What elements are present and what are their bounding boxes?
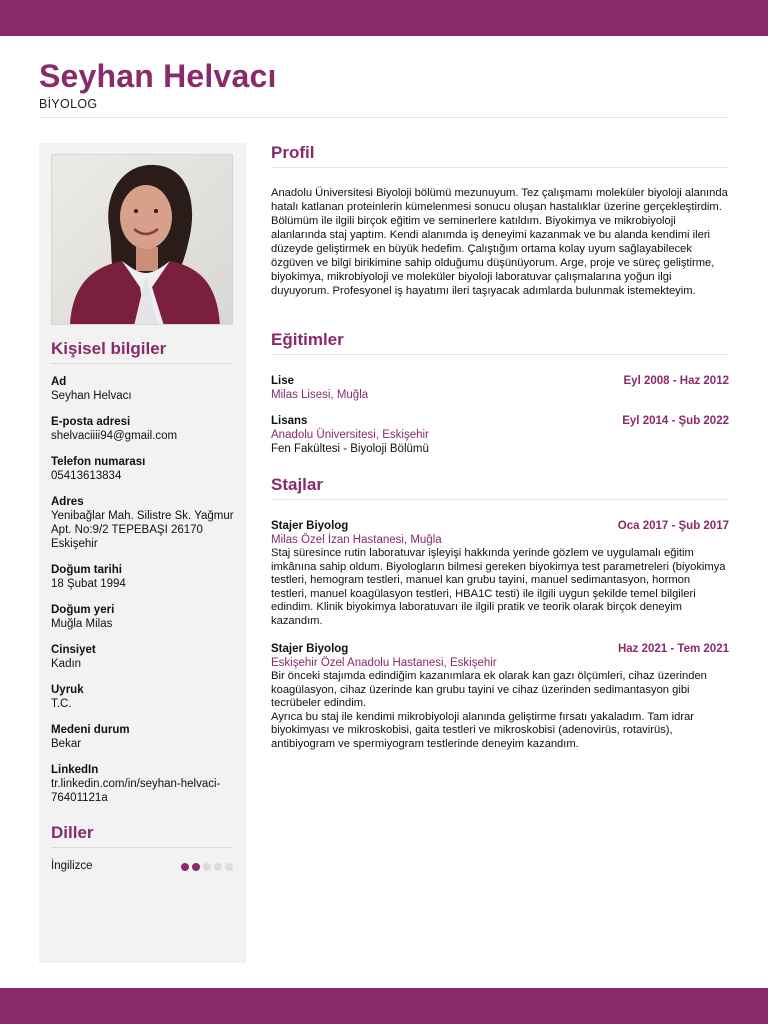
personal-item-name: [51, 375, 236, 403]
education-degree: Lise: [271, 375, 295, 387]
personal-value: Kadın: [51, 658, 82, 670]
personal-item-nationality: [51, 683, 236, 711]
personal-info-divider: [51, 363, 233, 364]
internships-divider: [271, 499, 729, 500]
personal-info-list: [51, 375, 236, 817]
personal-item-address: [51, 495, 236, 551]
education-detail: Fen Fakültesi - Biyoloji Bölümü: [271, 443, 429, 455]
education-entry: [271, 374, 729, 402]
education-dates: Eyl 2008 - Haz 2012: [623, 375, 729, 387]
languages-title: Diller: [51, 823, 94, 842]
bottom-accent-bar: [0, 988, 768, 1024]
internship-entry: [271, 519, 729, 629]
language-level-dot: [225, 863, 233, 871]
profile-divider: [271, 167, 729, 168]
profile-photo: [51, 154, 233, 325]
personal-item-marital: [51, 723, 236, 751]
personal-info-title: Kişisel bilgiler: [51, 339, 167, 358]
personal-label: Medeni durum: [51, 724, 130, 736]
personal-label: Doğum tarihi: [51, 564, 122, 576]
personal-item-birthdate: [51, 563, 236, 591]
personal-item-linkedin: [51, 763, 236, 805]
personal-label: Cinsiyet: [51, 644, 96, 656]
personal-value: Seyhan Helvacı: [51, 390, 132, 402]
personal-value: Yenibağlar Mah. Silistre Sk. Yağmur Apt. No:9/2 TEPEBAŞI 26170 Eskişehir: [51, 510, 234, 550]
internships-title: Stajlar: [271, 475, 323, 494]
top-accent-bar: [0, 0, 768, 36]
languages-divider: [51, 847, 233, 848]
personal-item-birthplace: [51, 603, 236, 631]
language-level-dot: [181, 863, 189, 871]
sidebar: [39, 143, 246, 963]
profile-title: Profil: [271, 143, 315, 162]
internship-description-extra: Ayrıca bu staj ile kendimi mikrobiyoloji alanında geliştirme fırsatı yakaladım. Tam idrar biyokimyası ve mikroskobisi, gaita testleri ve mikroskobisi (adenovirüs, rotavirüs), antibiyogram ve spermiyogram testlerinde deneyim kazandım.: [271, 710, 695, 750]
personal-label: Doğum yeri: [51, 604, 115, 616]
internship-place: Milas Özel İzan Hastanesi, Muğla: [271, 534, 442, 546]
education-title: Eğitimler: [271, 330, 344, 349]
header-divider: [39, 117, 729, 118]
personal-item-phone: [51, 455, 236, 483]
education-divider: [271, 354, 729, 355]
personal-item-gender: [51, 643, 236, 671]
personal-label: LinkedIn: [51, 764, 99, 776]
internship-role: Stajer Biyolog: [271, 520, 349, 532]
personal-value: Muğla Milas: [51, 618, 113, 630]
language-level-dot: [203, 863, 211, 871]
candidate-role: BİYOLOG: [39, 97, 98, 111]
candidate-name: Seyhan Helvacı: [39, 58, 277, 94]
personal-label: Ad: [51, 376, 67, 388]
personal-label: Telefon numarası: [51, 456, 146, 468]
language-level-dot: [214, 863, 222, 871]
internship-role: Stajer Biyolog: [271, 643, 349, 655]
personal-value: 18 Şubat 1994: [51, 578, 126, 590]
personal-value: shelvaciiii94@gmail.com: [51, 430, 178, 442]
profile-photo-image: [52, 155, 233, 325]
education-degree: Lisans: [271, 415, 308, 427]
education-entry: [271, 414, 729, 456]
internship-entry: [271, 642, 729, 752]
internship-dates: Haz 2021 - Tem 2021: [617, 643, 729, 655]
language-row: [51, 859, 233, 875]
personal-label: E-posta adresi: [51, 416, 131, 428]
personal-item-email: [51, 415, 236, 443]
education-dates: Eyl 2014 - Şub 2022: [622, 415, 729, 427]
personal-value: 05413613834: [51, 470, 122, 482]
education-school: Anadolu Üniversitesi, Eskişehir: [271, 429, 429, 441]
language-name: İngilizce: [51, 860, 93, 872]
internship-dates: Oca 2017 - Şub 2017: [617, 520, 729, 532]
personal-label: Uyruk: [51, 684, 84, 696]
language-level-rating: [181, 863, 233, 871]
personal-value: Bekar: [51, 738, 82, 750]
profile-text: Anadolu Üniversitesi Biyoloji bölümü mezunuyum. Tez çalışmamı moleküler biyoloji alanında hatalı katlanan proteinlerin kümelenmesi sonucu oluşan hastalıklar üzerine gerçekleştirdim. Bölümüm ile ilgili birçok eğitim ve seminerlere katıldım. Biyokimya ve mikrobiyoloji alanlarında staj yaptım. Kendi alanımda iş deneyimi kazanmak ve bu alanda kendimi ileri düzeyde geliştirmek en büyük hedefim. Çalıştığım ortama kolay uyum sağlayabilecek özgüven ve bilgi birikimine sahip olduğumu düşünüyorum. Arge, proje ve süreç geliştirme, biyokimya, mikrobiyoloji ve moleküler biyoloji laboratuvar çalışmalarına yoğun ilgi duyuyorum. Profesyonel iş hayatımı ileri taşıyacak adımlarda bulunmak istemekteyim.: [271, 187, 728, 297]
internship-description: Staj süresince rutin laboratuvar işleyişi hakkında yerinde gözlem ve uygulamalı eğitim imkânına sahip oldum. Biyologların bilmesi gereken biyokimya test parametreleri (biyokimya testleri, hemogram testleri, manuel kan grubu tayini, manuel sedimantasyon, hormon testleri, manuel koagülasyon testleri, HBA1C testi) ile ilgili uygun şekilde temel bilgileri edindim. Klinik biyokimya laboratuvarı ile ilgili pratik ve teorik olarak birçok deneyim kazandım.: [271, 547, 726, 627]
personal-value: T.C.: [51, 698, 72, 710]
internship-place: Eskişehir Özel Anadolu Hastanesi, Eskişehir: [271, 657, 497, 669]
personal-label: Adres: [51, 496, 84, 508]
education-school: Milas Lisesi, Muğla: [271, 389, 369, 401]
internship-description: Bir önceki stajımda edindiğim kazanımlara ek olarak kan gazı ölçümleri, cihaz üzerinden koagülasyon, cihaz üzerinde kan grubu tayini ve cihaz üzerinden sedimantasyon gibi tecrübeler edindim.: [271, 670, 707, 710]
language-level-dot: [192, 863, 200, 871]
linkedin-link[interactable]: tr.linkedin.com/in/seyhan-helvaci-76401121a: [51, 778, 221, 804]
